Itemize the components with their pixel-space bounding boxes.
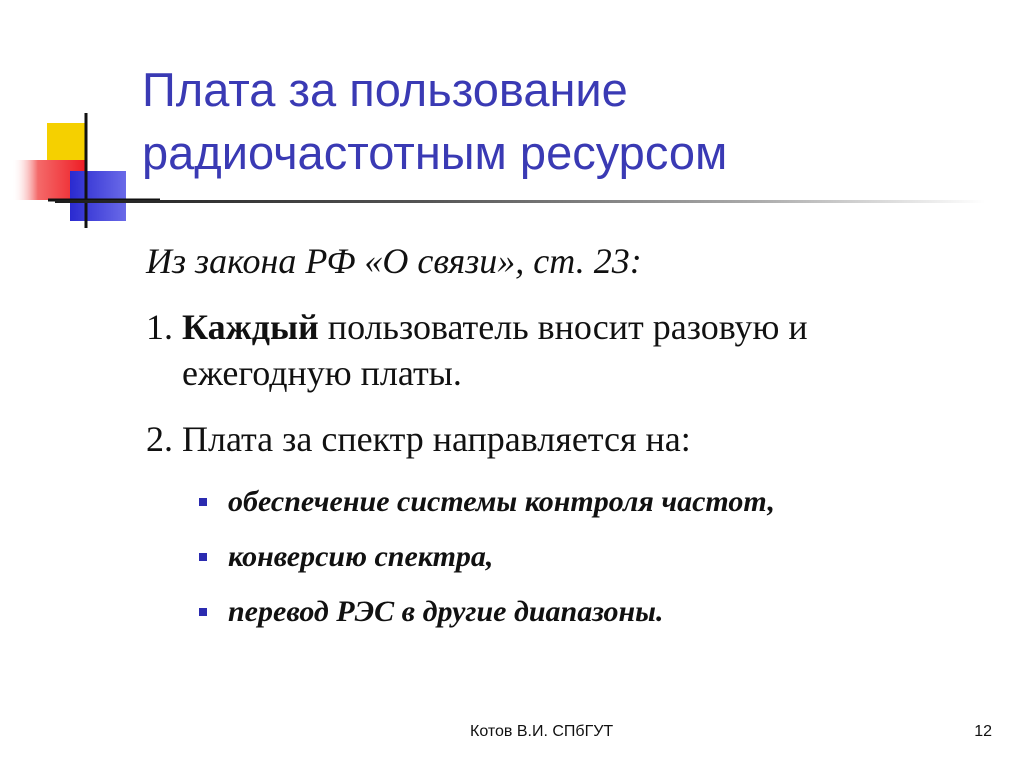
list-item-text: конверсию спектра, — [228, 540, 494, 573]
slide-title-line2: радиочастотным ресурсом — [142, 126, 728, 179]
list-item — [146, 474, 1006, 529]
point-1 — [146, 304, 1006, 396]
list-item — [146, 529, 1006, 584]
point-1-text-line2: ежегодную платы. — [182, 353, 462, 393]
logo-blue-square — [70, 171, 126, 221]
slide-title — [142, 58, 1002, 184]
bullet-square-icon — [199, 553, 207, 561]
decorative-logo — [0, 0, 160, 240]
point-1-bold-word: Каждый — [182, 307, 319, 347]
list-item-text: обеспечение системы контроля частот, — [228, 485, 775, 518]
point-1-number: 1. — [146, 307, 173, 347]
title-divider — [55, 200, 985, 203]
point-1-text-line1: пользователь вносит разовую и — [327, 307, 808, 347]
footer-author: Котов В.И. СПбГУТ — [470, 723, 614, 740]
list-item-text: перевод РЭС в другие диапазоны. — [228, 595, 664, 628]
slide-title-line1: Плата за пользование — [142, 63, 628, 116]
page-number: 12 — [974, 723, 992, 740]
bullet-square-icon — [199, 498, 207, 506]
law-reference: Из закона РФ «О связи», ст. 23: — [146, 241, 642, 281]
slide-body — [146, 232, 1006, 639]
bullet-square-icon — [199, 608, 207, 616]
spending-list — [146, 474, 1006, 639]
list-item — [146, 584, 1006, 639]
point-2: 2. Плата за спектр направляется на: — [146, 419, 691, 459]
